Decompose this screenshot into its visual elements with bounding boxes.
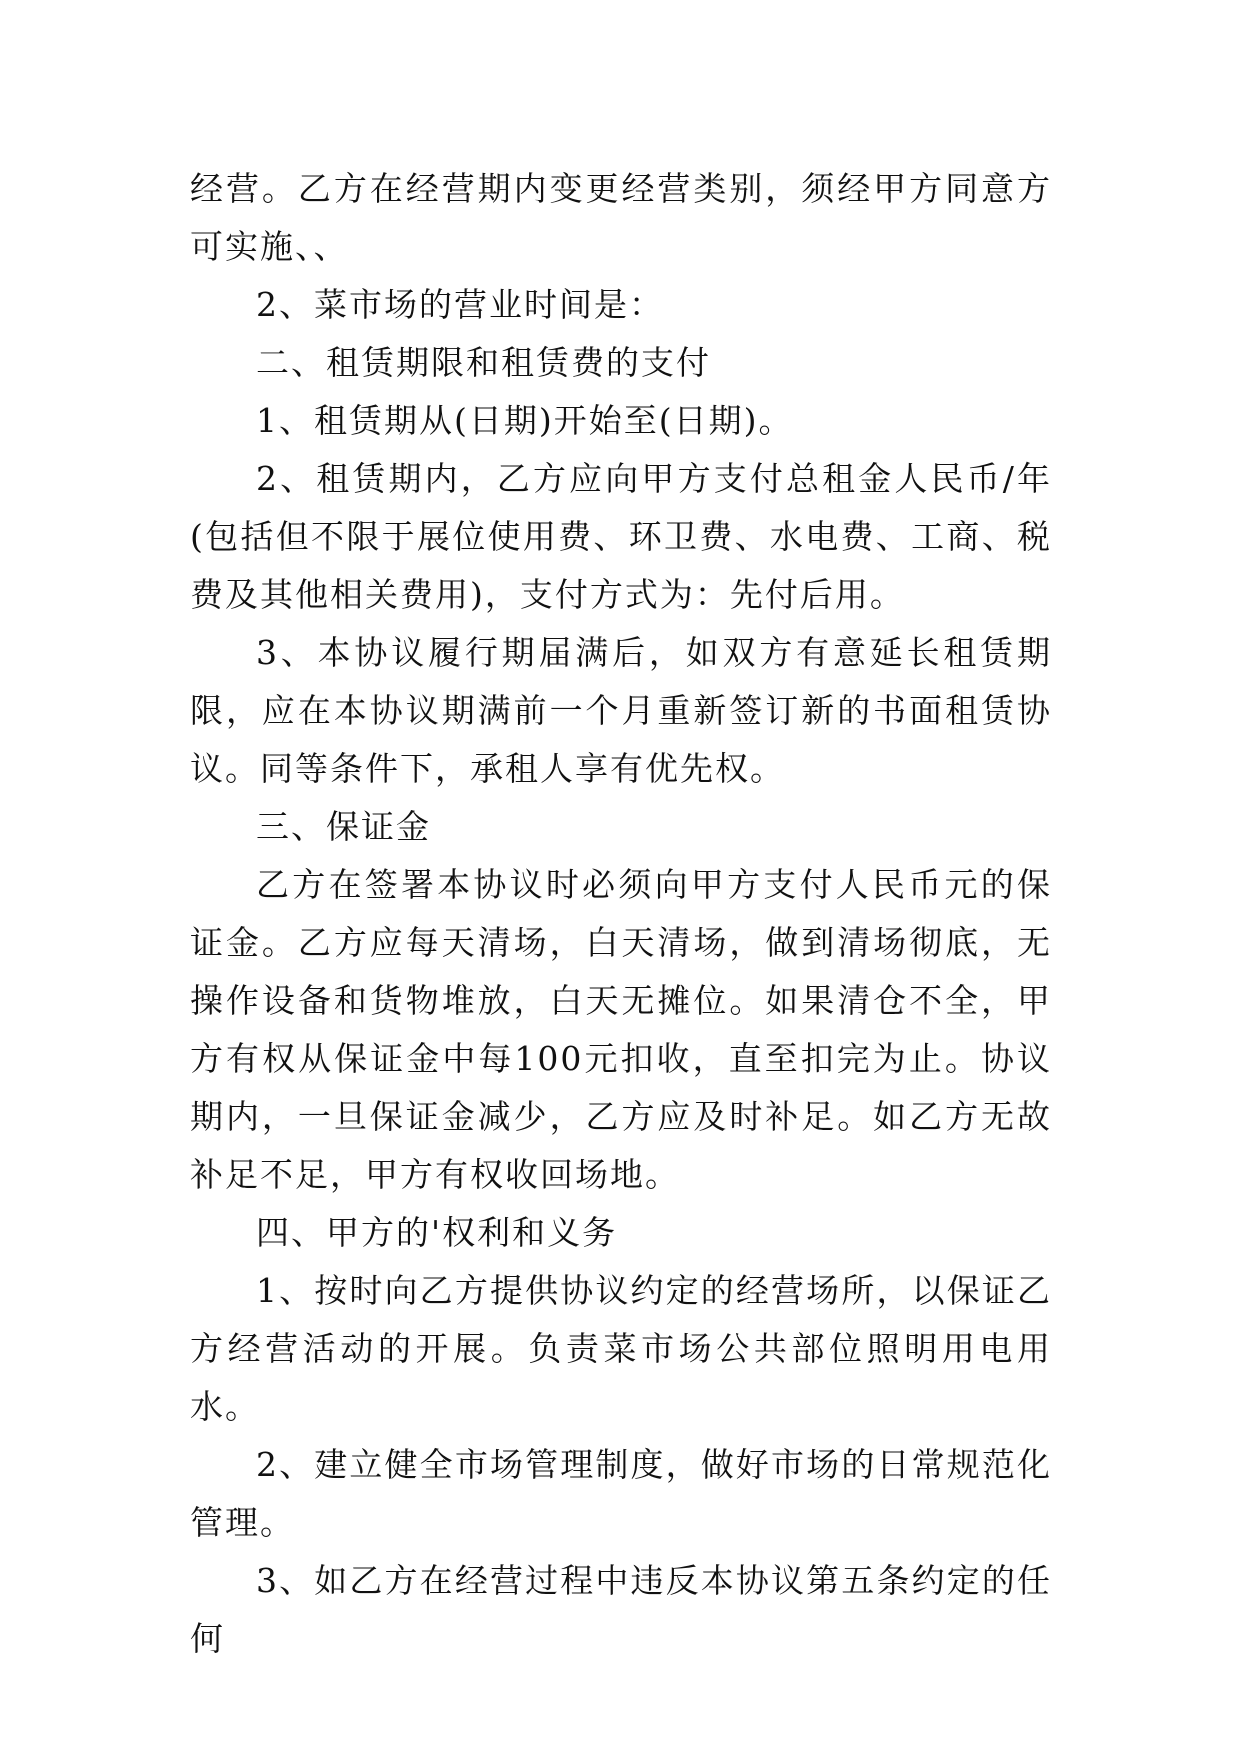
document-body — [190, 160, 1052, 1668]
paragraph-3: 1、租赁期从(日期)开始至(日期)。 — [256, 401, 794, 440]
section-heading-4: 四、甲方的'权利和义务 — [256, 1213, 618, 1252]
paragraph-1: 经营。乙方在经营期内变更经营类别，须经甲方同意方可实施、、 — [190, 169, 1052, 266]
paragraph-8: 2、建立健全市场管理制度，做好市场的日常规范化管理。 — [190, 1445, 1052, 1542]
section-heading-3: 三、保证金 — [256, 807, 431, 846]
paragraph-7: 1、按时向乙方提供协议约定的经营场所，以保证乙方经营活动的开展。负责菜市场公共部位照明用电用水。 — [190, 1271, 1052, 1426]
section-heading-2: 二、租赁期限和租赁费的支付 — [256, 343, 711, 382]
paragraph-4: 2、租赁期内，乙方应向甲方支付总租金人民币/年(包括但不限于展位使用费、环卫费、水电费、工商、税费及其他相关费用)，支付方式为：先付后用。 — [190, 459, 1052, 614]
paragraph-9: 3、如乙方在经营过程中违反本协议第五条约定的任何 — [190, 1561, 1052, 1658]
paragraph-2: 2、菜市场的营业时间是： — [256, 285, 664, 324]
paragraph-6: 乙方在签署本协议时必须向甲方支付人民币元的保证金。乙方应每天清场，白天清场，做到清场彻底，无操作设备和货物堆放，白天无摊位。如果清仓不全，甲方有权从保证金中每100元扣收，直至扣完为止。协议期内，一旦保证金减少，乙方应及时补足。如乙方无故补足不足，甲方有权收回场地。 — [190, 865, 1052, 1194]
paragraph-5: 3、本协议履行期届满后，如双方有意延长租赁期限，应在本协议期满前一个月重新签订新的书面租赁协议。同等条件下，承租人享有优先权。 — [190, 633, 1052, 788]
